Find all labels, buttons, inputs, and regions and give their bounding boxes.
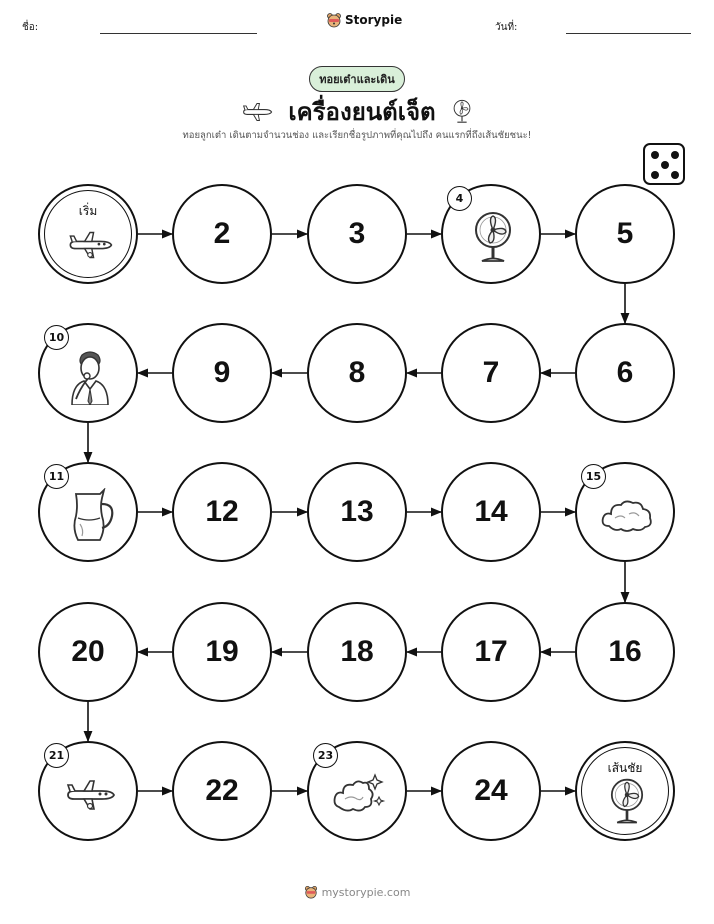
cell-number: 17 (474, 635, 508, 668)
fan-icon (602, 777, 652, 827)
cell-number: 5 (616, 217, 634, 250)
cell-number: 3 (348, 217, 366, 250)
airplane-icon (62, 767, 118, 823)
board-cell-14 (441, 462, 541, 562)
cell-number: 7 (482, 356, 500, 389)
cell-number: 13 (340, 495, 374, 528)
fan-icon (465, 210, 521, 266)
cell-number: 8 (348, 356, 366, 389)
board-cell-7 (441, 323, 541, 423)
brand-name: Storypie (345, 13, 403, 27)
board-cell-22 (172, 741, 272, 841)
board-cell-5 (575, 184, 675, 284)
instructions: ทอยลูกเต๋า เดินตามจำนวนช่อง และเรียกชื่อรูปภาพที่คุณไปถึง คนแรกที่ถึงเส้นชัยชนะ! (182, 130, 532, 141)
board-cell-12 (172, 462, 272, 562)
cell-number-chip: 15 (581, 464, 606, 489)
board-cell-19 (172, 602, 272, 702)
board-cell-20 (38, 602, 138, 702)
board-cell-4 (441, 184, 541, 284)
cell-number: 14 (474, 495, 508, 528)
board-cell-8 (307, 323, 407, 423)
board-cell-3 (307, 184, 407, 284)
cell-number: 24 (474, 774, 508, 807)
cell-number: 16 (608, 635, 642, 668)
name-label: ชื่อ: (22, 22, 39, 33)
board-cell-18 (307, 602, 407, 702)
cell-number-chip: 11 (44, 464, 69, 489)
game-type-badge: ทอยเต๋าและเดิน (309, 66, 405, 92)
bear-mascot-icon (304, 885, 318, 899)
board-cell-24 (441, 741, 541, 841)
cell-number: 2 (213, 217, 231, 250)
puff-of-air-icon (331, 767, 387, 823)
board-cell-1 (38, 184, 138, 284)
footer (0, 885, 714, 899)
cell-number: 6 (616, 356, 634, 389)
board-cell-21 (38, 741, 138, 841)
thinking-man-icon (62, 349, 118, 405)
cell-number-chip: 21 (44, 743, 69, 768)
footer-site[interactable]: mystorypie.com (321, 885, 411, 899)
cell-number-chip: 10 (44, 325, 69, 350)
board-cell-16 (575, 602, 675, 702)
finish-label: เส้นชัย (607, 761, 643, 775)
title-text: เครื่องยนต์เจ็ต (288, 98, 436, 126)
date-label: วันที่: (495, 22, 518, 33)
cell-number: 12 (205, 495, 239, 528)
board-cell-17 (441, 602, 541, 702)
board-cell-13 (307, 462, 407, 562)
board-cell-23 (307, 741, 407, 841)
cell-number: 20 (71, 635, 105, 668)
board-cell-15 (575, 462, 675, 562)
cell-number-chip: 4 (447, 186, 472, 211)
cell-number: 9 (213, 356, 231, 389)
airplane-icon (65, 220, 115, 270)
board-cell-6 (575, 323, 675, 423)
cell-number: 18 (340, 635, 374, 668)
cloud-icon (599, 488, 655, 544)
cell-number: 19 (205, 635, 239, 668)
board-cell-9 (172, 323, 272, 423)
board-cell-11 (38, 462, 138, 562)
board-cell-2 (172, 184, 272, 284)
cell-number-chip: 23 (313, 743, 338, 768)
board-cell-10 (38, 323, 138, 423)
start-label: เริ่ม (78, 204, 98, 218)
pitcher-icon (62, 488, 118, 544)
board-cell-25 (575, 741, 675, 841)
cell-number: 22 (205, 774, 239, 807)
